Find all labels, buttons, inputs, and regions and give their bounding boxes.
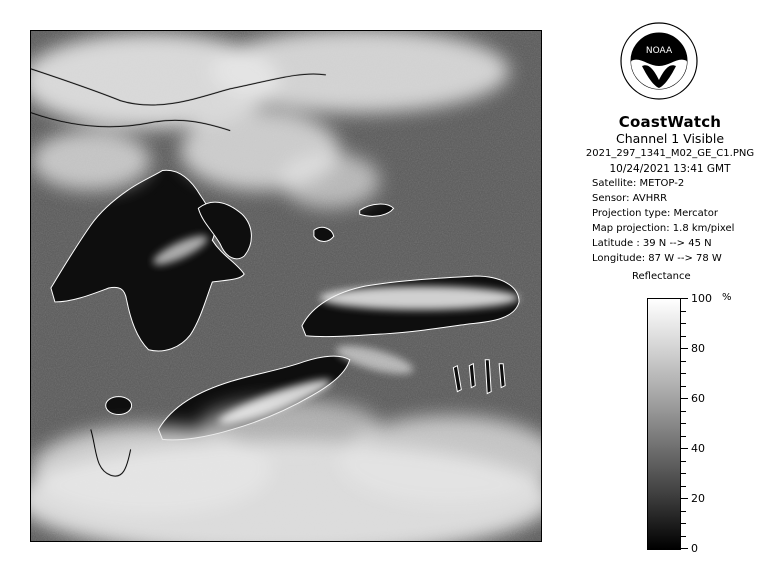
colorbar-tick [681,511,686,512]
map-projection-label: Map projection: 1.8 km/pixel [592,223,735,234]
legend-unit: % [722,292,732,303]
colorbar-tick-label: 80 [691,342,705,355]
colorbar-tick [681,398,688,399]
colorbar-tick [681,548,688,549]
colorbar-tick [681,298,688,299]
longitude-label: Longitude: 87 W --> 78 W [592,253,722,264]
noaa-logo [620,22,698,100]
product-title: CoastWatch [618,113,722,131]
colorbar-tick [681,311,686,312]
lake-st-clair [106,397,132,415]
colorbar-tick [681,373,686,374]
colorbar-tick-label: 20 [691,492,705,505]
colorbar-tick-label: 0 [691,542,698,555]
colorbar-tick [681,536,686,537]
satellite-label: Satellite: METOP-2 [592,178,685,189]
colorbar-tick [681,436,686,437]
colorbar-tick [681,523,686,524]
file-name: 2021_297_1341_M02_GE_C1.PNG [585,148,755,159]
colorbar-tick [681,448,688,449]
satellite-image [30,30,542,542]
sensor-label: Sensor: AVHRR [592,193,668,204]
latitude-label: Latitude : 39 N --> 45 N [592,238,712,249]
colorbar-tick [681,336,686,337]
colorbar-tick [681,361,686,362]
date-time: 10/24/2021 13:41 GMT [609,163,731,175]
colorbar-tick [681,473,686,474]
colorbar-tick [681,423,686,424]
colorbar-tick [681,461,686,462]
colorbar-tick-label: 40 [691,442,705,455]
colorbar-tick [681,411,686,412]
projection-type-label: Projection type: Mercator [592,208,718,219]
colorbar-tick [681,386,686,387]
reflectance-colorbar [647,298,681,550]
channel-label: Channel 1 Visible [615,131,725,146]
colorbar-tick-label: 100 [691,292,712,305]
colorbar-tick [681,498,688,499]
colorbar-tick [681,323,686,324]
colorbar-tick [681,348,688,349]
legend-title: Reflectance [632,271,691,282]
colorbar-tick-label: 60 [691,392,705,405]
colorbar-tick [681,486,686,487]
logo-text: NOAA [645,46,673,56]
